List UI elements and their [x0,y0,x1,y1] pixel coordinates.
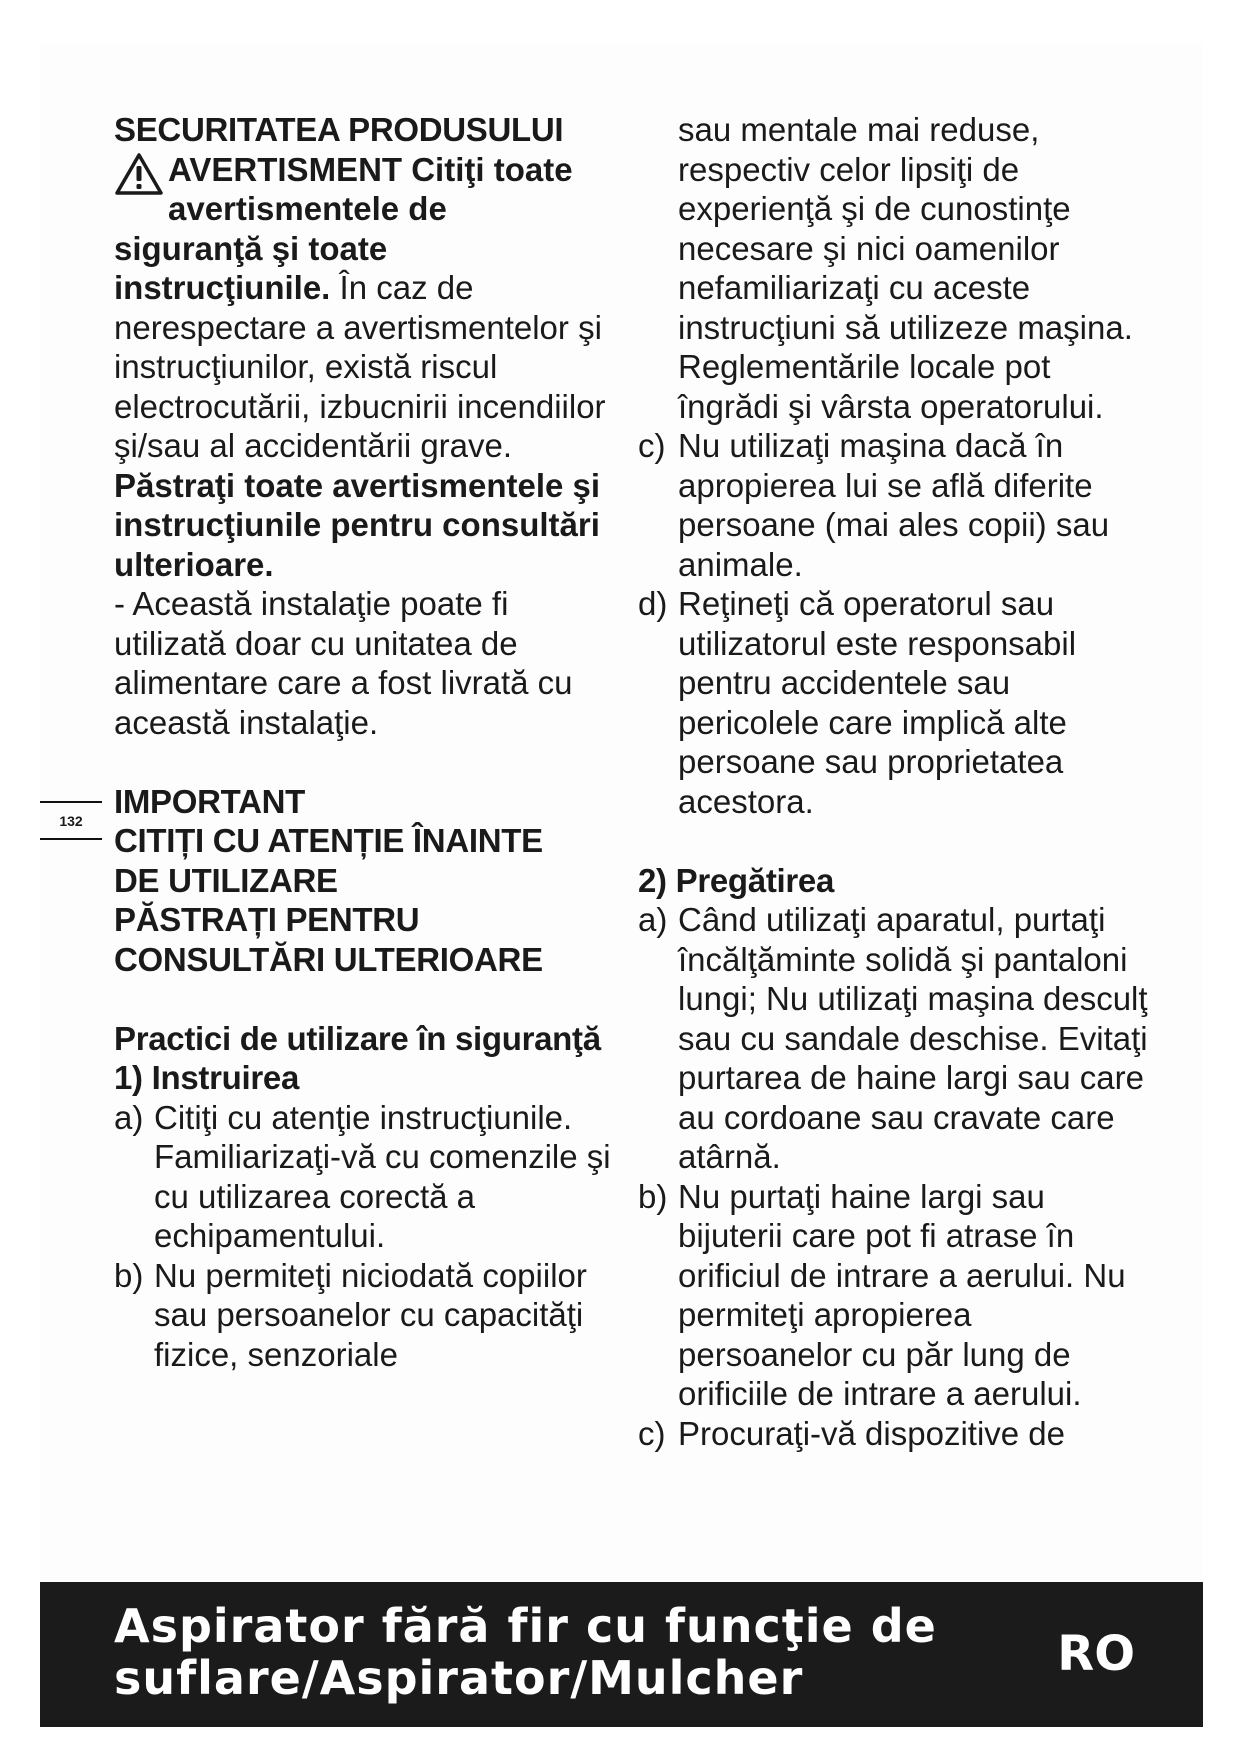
list-item-text: Reţineţi că operatorul sau utilizatorul este responsabil pentru accidentele sau pericolele care implică alte persoane sau proprietatea acestora. [678,585,1077,820]
warning-title: AVERTISMENT Citiţi toate [168,150,573,188]
right-column [638,110,1148,1453]
list-marker: a) [638,901,668,938]
list-item-text: Citiţi cu atenţie instrucţiunile. Familiarizaţi-vă cu comenzile şi cu utilizarea corectă a echipamentului. [154,1098,611,1254]
list-item-text: Nu purtaţi haine largi sau bijuterii care pot fi atrase în orificiul de intrare a aerului. Nu permiteţi apropierea persoanelor cu păr lung de orificiile de intrare a aerului. [678,1177,1126,1412]
left-column [114,110,624,1374]
item-b-continued: sau mentale mai reduse, respectiv celor lipsiţi de experienţă şi de cunostinţe necesare şi nici oamenilor nefamiliarizaţi cu aceste instrucţiuni să utilizeze maşina. Reglementările locale pot îngrădi şi vârsta operatorului. [678,111,1133,425]
important-line-4: PĂSTRAȚI PENTRU [114,901,420,938]
warning-block [114,150,624,229]
list-item-text: Când utilizaţi aparatul, purtaţi încălţăminte solidă şi pantaloni lungi; Nu utilizaţi maşina desculţ sau cu sandale deschise. Evitaţi purtarea de haine largi sau care au cordoane sau cravate care atârnă. [678,901,1148,1175]
warning-line-3: siguranţă şi toate [114,229,388,267]
list-item [638,900,1148,1177]
list-item-text: Nu utilizaţi maşina dacă în apropierea lui se află diferite persoane (mai ales copii) sau animale. [678,427,1110,583]
important-line-3: DE UTILIZARE [114,861,338,899]
product-title-line-2: suflare/Aspirator/Mulcher [114,1651,804,1705]
list-marker: d) [638,585,668,622]
page-number-marker [40,801,102,840]
list-item [638,1414,1148,1454]
product-title-line-1: Aspirator fără fir cu funcţie de [114,1599,937,1653]
warning-line-2: avertismentele de [168,190,447,227]
important-line-2: CITIȚI CU ATENȚIE ÎNAINTE [114,822,543,859]
list-marker: b) [638,1177,668,1215]
list-marker: c) [638,1414,666,1452]
warning-triangle-icon [114,152,164,196]
footer-bar [40,1582,1203,1727]
keep-instructions: Păstraţi toate avertismentele şi instrucţiunile pentru consultări ulterioare. [114,466,601,583]
list-item-text: Procuraţi-vă dispozitive de [678,1414,1066,1452]
preparation-title: 2) Pregătirea [638,861,835,899]
product-title [114,1600,974,1704]
page-number: 132 [59,813,83,829]
list-marker: c) [638,427,666,464]
practices-title: Practici de utilizare în siguranţă [114,1019,601,1057]
list-item [638,1177,1148,1414]
important-heading: IMPORTANT [114,782,305,820]
language-code: RO [1057,1626,1135,1682]
list-item [638,426,1148,584]
warning-bold-end: instrucţiunile. [114,269,331,306]
supply-note: - Această instalaţie poate fi utilizată doar cu unitatea de alimentare care a fost livrată cu această instalaţie. [114,585,573,741]
section-title: SECURITATEA PRODUSULUI [114,111,564,148]
list-marker: b) [114,1256,144,1294]
instruction-title: 1) Instruirea [114,1059,299,1096]
list-item [114,1256,624,1375]
important-line-5: CONSULTĂRI ULTERIOARE [114,940,543,978]
list-item-text: Nu permiteţi niciodată copiilor sau persoanelor cu capacităţi fizice, senzoriale [154,1256,587,1373]
list-marker: a) [114,1098,144,1136]
page-number-rule-bottom [40,838,102,840]
warning-paragraph [114,268,624,466]
list-item [638,584,1148,821]
list-item [114,1098,624,1256]
warning-body: În caz de nerespectare a avertismentelor şi instrucţiunilor, există riscul electrocutării, izbucnirii incendiilor şi/sau al accidentării grave. [114,269,606,464]
